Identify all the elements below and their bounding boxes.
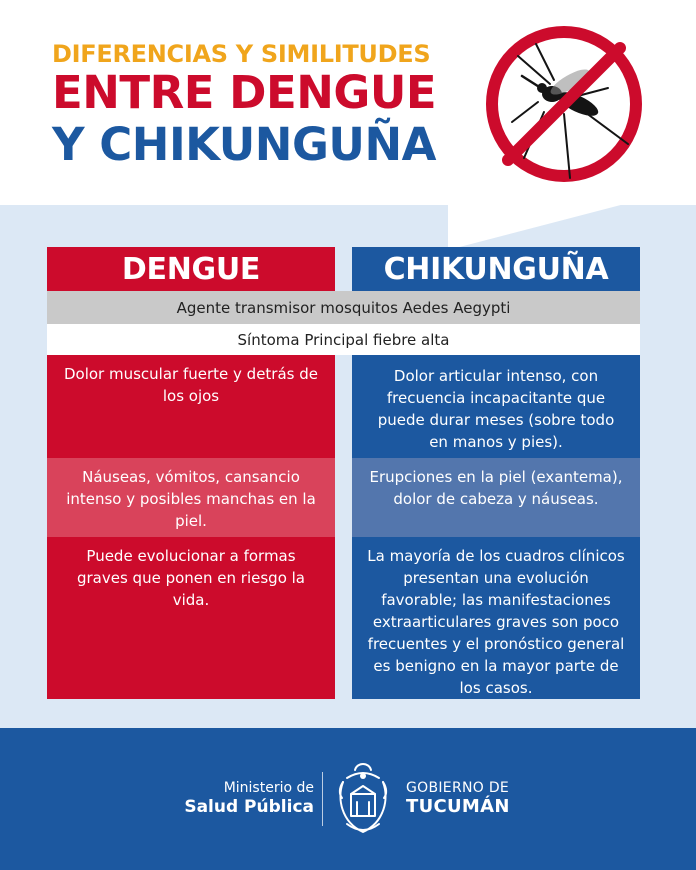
dengue-cell-pain: Dolor muscular fuerte y detrás de los ojos [47,355,335,458]
ministry-logo-text [184,780,314,818]
shared-row-main-symptom: Síntoma Principal fiebre alta [47,324,640,355]
footer-divider [322,772,323,826]
ministry-line-1: Ministerio de [223,780,314,796]
government-line-2: TUCUMÁN [406,796,510,817]
column-header-chikungunya: CHIKUNGUÑA [352,247,640,291]
dengue-cell-severity: Puede evolucionar a formas graves que ponen en riesgo la vida. [47,537,335,699]
title-line-3: Y CHIKUNGUÑA [52,118,436,171]
government-line-1: GOBIERNO DE [406,780,510,796]
dengue-cell-nausea: Náuseas, vómitos, cansancio intenso y posibles manchas en la piel. [47,458,335,537]
title-line-1: DIFERENCIAS Y SIMILITUDES [52,40,431,68]
shared-row-transmitter: Agente transmisor mosquitos Aedes Aegypti [47,291,640,324]
column-header-dengue: DENGUE [47,247,335,291]
tucuman-coat-of-arms-icon [333,758,393,840]
title-line-2: ENTRE DENGUE [52,66,437,119]
chikungunya-cell-pain: Dolor articular intenso, con frecuencia incapacitante que puede durar meses (sobre todo en manos y pies). [352,355,640,458]
chikungunya-cell-rash: Erupciones en la piel (exantema), dolor de cabeza y náuseas. [352,458,640,537]
government-logo-text [406,780,510,818]
chikungunya-cell-prognosis: La mayoría de los cuadros clínicos presentan una evolución favorable; las manifestaciones extraarticulares graves son poco frecuentes y el pronóstico general es benigno en la mayor parte de los casos. [352,537,640,699]
ministry-line-2: Salud Pública [184,797,314,817]
no-mosquito-icon [478,18,658,198]
